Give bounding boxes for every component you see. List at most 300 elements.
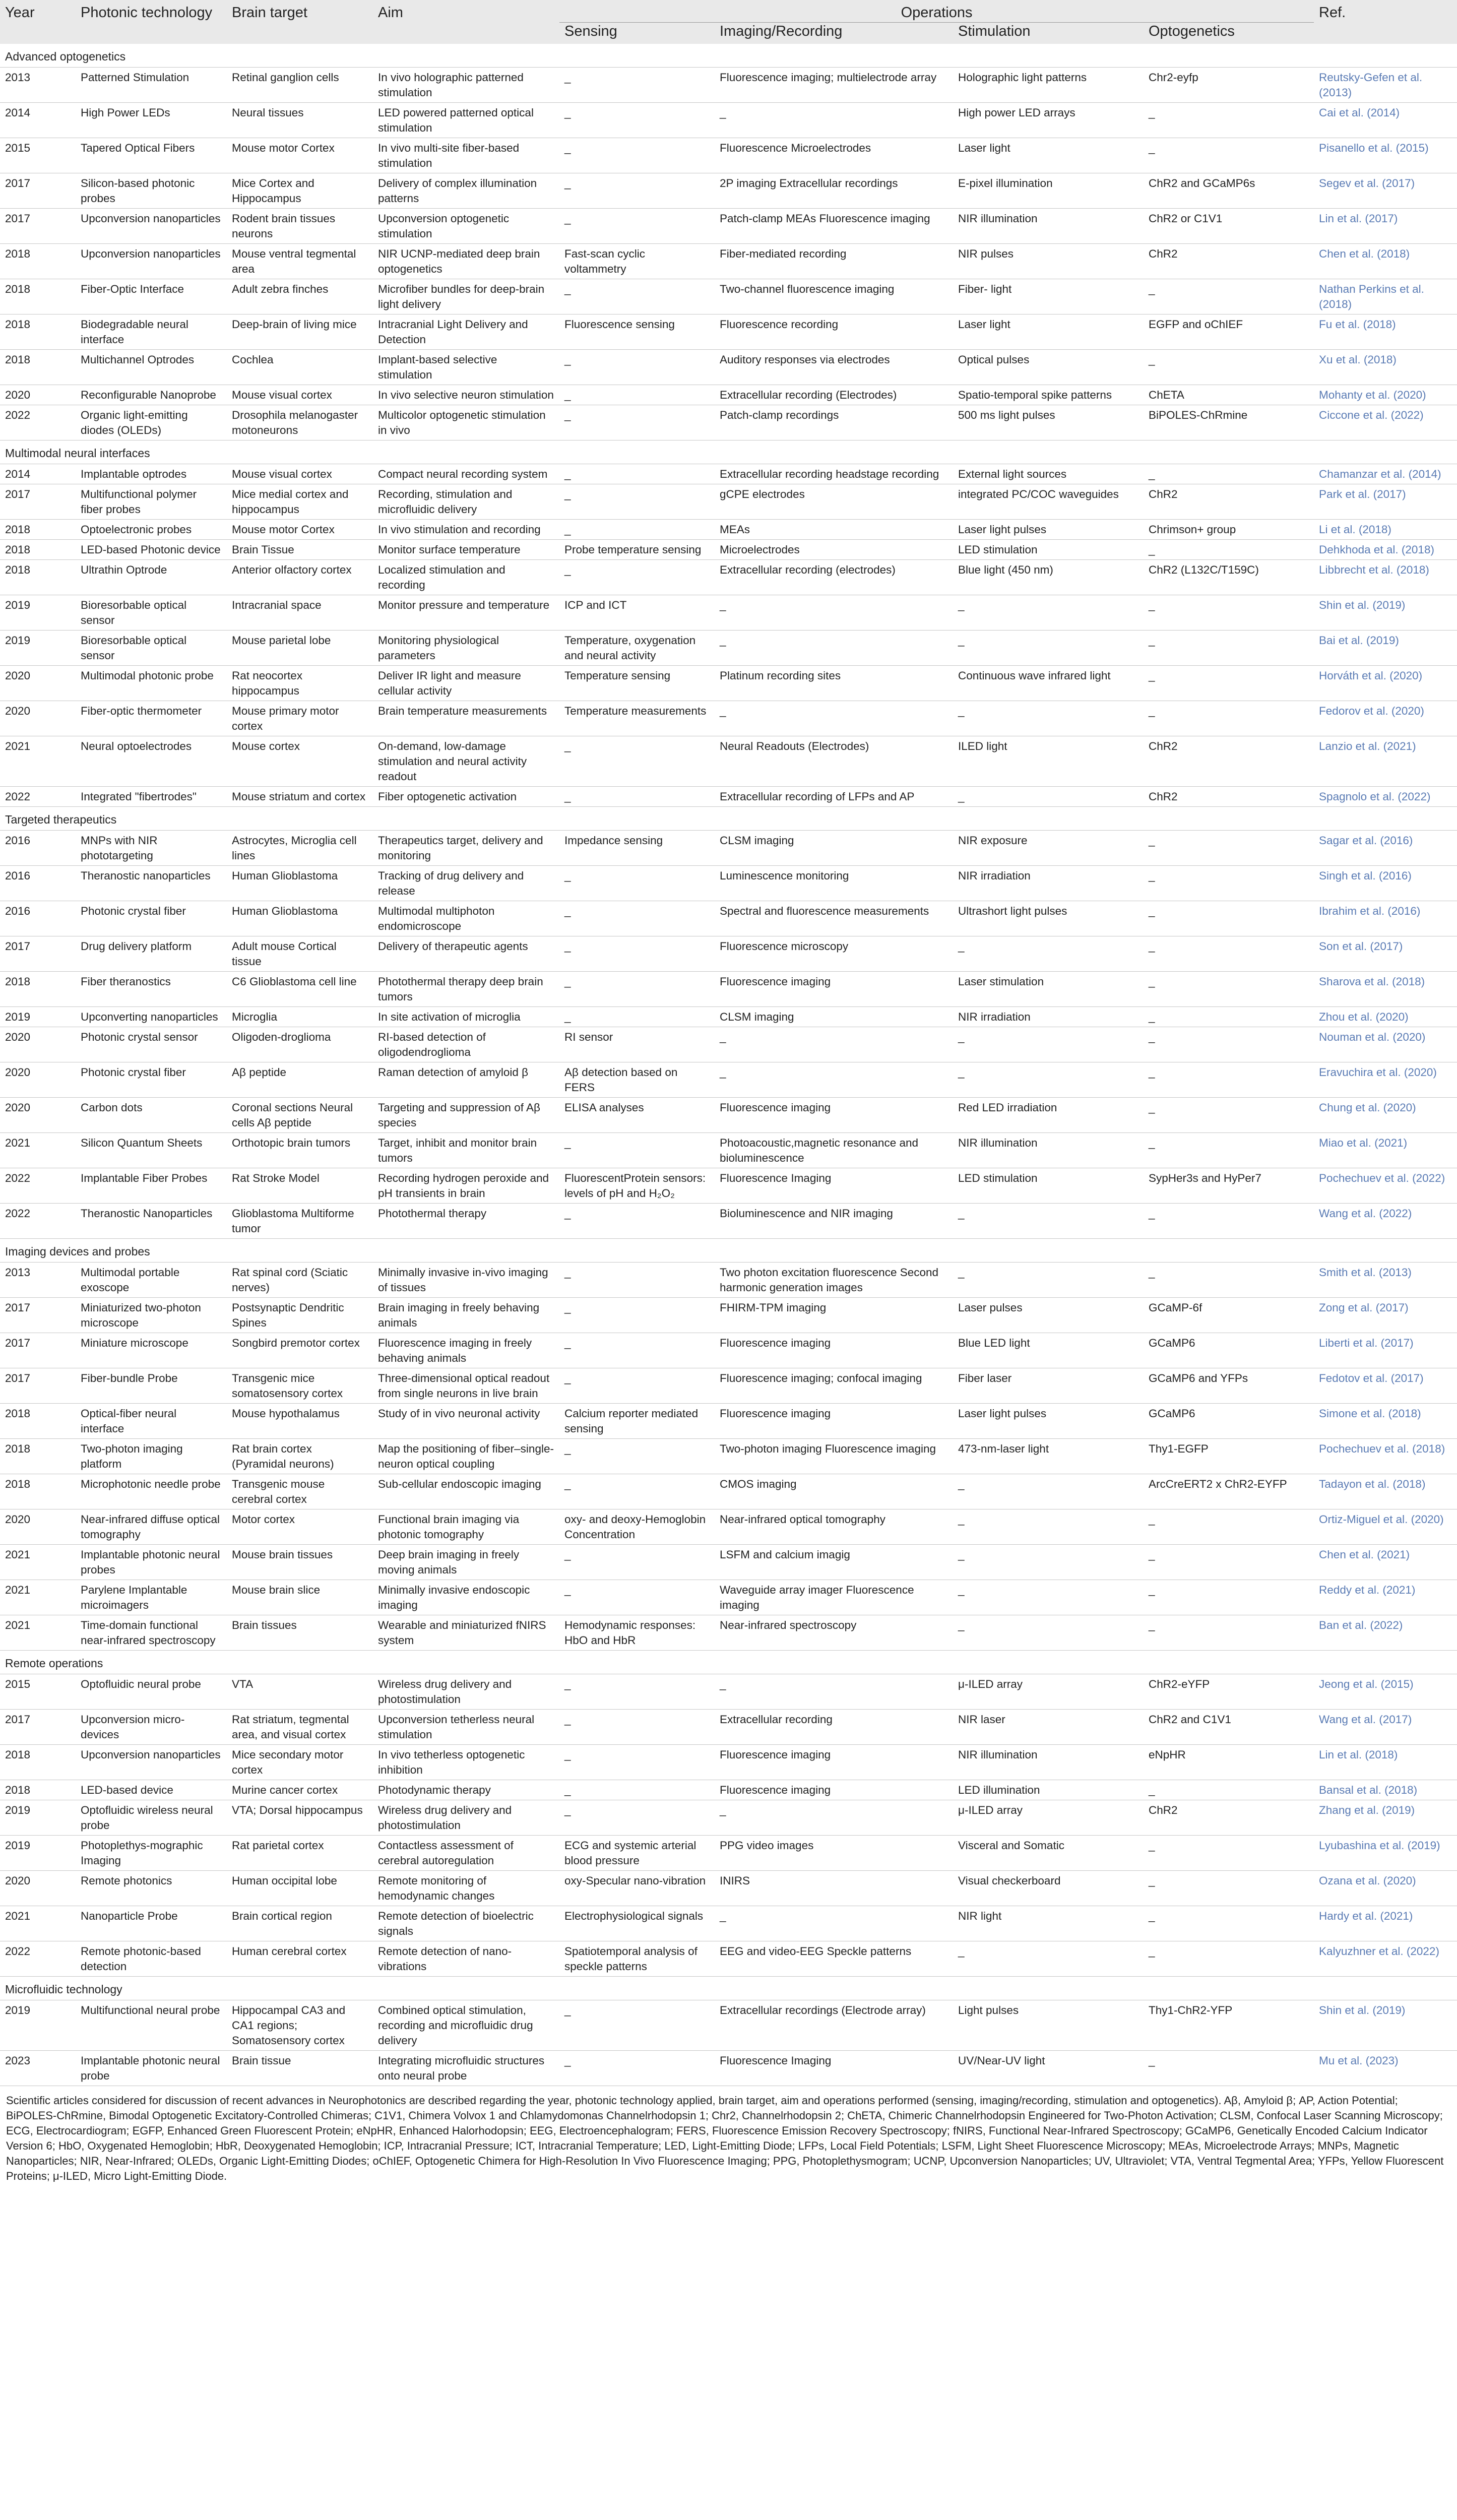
cell-ref[interactable]: Li et al. (2018) [1314,520,1457,540]
col-operations: Operations [559,0,1314,23]
cell-sensing: FluorescentProtein sensors: levels of pH and H₂O₂ [559,1168,715,1204]
cell-sensing: Fluorescence sensing [559,314,715,350]
cell-ref[interactable]: Bansal et al. (2018) [1314,1780,1457,1800]
cell-stimulation: _ [953,1580,1144,1615]
cell-target: Deep-brain of living mice [227,314,373,350]
cell-stimulation: NIR illumination [953,1745,1144,1780]
cell-aim: Implant-based selective stimulation [373,350,559,385]
cell-optogenetics: _ [1144,279,1314,314]
cell-optogenetics: _ [1144,1509,1314,1545]
cell-imaging: CLSM imaging [715,831,953,866]
cell-ref[interactable]: Chung et al. (2020) [1314,1098,1457,1133]
cell-sensing: ECG and systemic arterial blood pressure [559,1836,715,1871]
cell-stimulation: E-pixel illumination [953,173,1144,209]
cell-stimulation: NIR pulses [953,244,1144,279]
cell-stimulation: Holographic light patterns [953,68,1144,103]
cell-optogenetics: _ [1144,595,1314,631]
cell-technology: Multimodal portable exoscope [76,1263,227,1298]
cell-imaging: _ [715,631,953,666]
cell-technology: Bioresorbable optical sensor [76,595,227,631]
cell-ref[interactable]: Horváth et al. (2020) [1314,666,1457,701]
cell-stimulation: Spatio-temporal spike patterns [953,385,1144,405]
col-technology: Photonic technology [76,0,227,44]
col-stimulation: Stimulation [953,23,1144,44]
cell-year: 2020 [0,1027,76,1062]
cell-target: Oligoden-droglioma [227,1027,373,1062]
cell-technology: High Power LEDs [76,103,227,138]
cell-ref[interactable]: Eravuchira et al. (2020) [1314,1062,1457,1098]
cell-optogenetics: _ [1144,666,1314,701]
cell-ref[interactable]: Mohanty et al. (2020) [1314,385,1457,405]
cell-ref[interactable]: Spagnolo et al. (2022) [1314,787,1457,807]
cell-year: 2019 [0,1007,76,1027]
cell-optogenetics: _ [1144,1204,1314,1239]
table-row [0,831,1457,866]
cell-optogenetics: ChR2 [1144,244,1314,279]
cell-year: 2018 [0,972,76,1007]
cell-stimulation: Blue light (450 nm) [953,560,1144,595]
table-row [0,1333,1457,1368]
cell-imaging: Platinum recording sites [715,666,953,701]
cell-sensing: _ [559,1474,715,1509]
section-title: Multimodal neural interfaces [0,440,1457,464]
cell-sensing: _ [559,484,715,520]
cell-year: 2020 [0,1509,76,1545]
cell-optogenetics: _ [1144,1580,1314,1615]
cell-stimulation: μ-ILED array [953,1800,1144,1836]
col-optogenetics: Optogenetics [1144,23,1314,44]
table-row [0,936,1457,972]
cell-sensing: _ [559,1204,715,1239]
cell-year: 2018 [0,1439,76,1474]
cell-imaging: Patch-clamp MEAs Fluorescence imaging [715,209,953,244]
cell-imaging: _ [715,103,953,138]
table-row [0,1580,1457,1615]
cell-technology: Nanoparticle Probe [76,1906,227,1941]
cell-stimulation: NIR exposure [953,831,1144,866]
table-row [0,866,1457,901]
cell-aim: Monitoring physiological parameters [373,631,559,666]
cell-imaging: CMOS imaging [715,1474,953,1509]
cell-imaging: _ [715,1906,953,1941]
cell-ref[interactable]: Pisanello et al. (2015) [1314,138,1457,173]
col-aim: Aim [373,0,559,44]
cell-technology: Silicon-based photonic probes [76,173,227,209]
table-row [0,701,1457,736]
cell-aim: Remote detection of nano-vibrations [373,1941,559,1977]
table-row [0,540,1457,560]
cell-sensing: ICP and ICT [559,595,715,631]
cell-imaging: _ [715,1674,953,1710]
cell-ref[interactable]: Lanzio et al. (2021) [1314,736,1457,787]
cell-target: Mouse ventral tegmental area [227,244,373,279]
cell-ref[interactable]: Wang et al. (2022) [1314,1204,1457,1239]
cell-aim: Therapeutics target, delivery and monitoring [373,831,559,866]
cell-sensing: Temperature, oxygenation and neural activity [559,631,715,666]
cell-optogenetics: _ [1144,1941,1314,1977]
cell-optogenetics: ChR2 and GCaMP6s [1144,173,1314,209]
cell-imaging: Extracellular recording of LFPs and AP [715,787,953,807]
cell-technology: Upconversion nanoparticles [76,244,227,279]
cell-optogenetics: ChR2-eYFP [1144,1674,1314,1710]
cell-ref[interactable]: Tadayon et al. (2018) [1314,1474,1457,1509]
cell-sensing: _ [559,1710,715,1745]
cell-aim: In site activation of microglia [373,1007,559,1027]
cell-year: 2019 [0,631,76,666]
cell-sensing: _ [559,2051,715,2086]
cell-stimulation: Red LED irradiation [953,1098,1144,1133]
cell-aim: In vivo selective neuron stimulation [373,385,559,405]
cell-target: Rat Stroke Model [227,1168,373,1204]
cell-stimulation: Optical pulses [953,350,1144,385]
cell-stimulation: LED stimulation [953,540,1144,560]
table-row [0,1007,1457,1027]
cell-aim: Multicolor optogenetic stimulation in vivo [373,405,559,440]
cell-technology: Upconversion nanoparticles [76,209,227,244]
cell-sensing: oxy-Specular nano-vibration [559,1871,715,1906]
cell-sensing: _ [559,2000,715,2051]
cell-aim: Minimally invasive in-vivo imaging of tissues [373,1263,559,1298]
cell-ref[interactable]: Reutsky-Gefen et al. (2013) [1314,68,1457,103]
table-row [0,1545,1457,1580]
cell-imaging: EEG and video-EEG Speckle patterns [715,1941,953,1977]
cell-target: Rodent brain tissues neurons [227,209,373,244]
cell-ref[interactable]: Ozana et al. (2020) [1314,1871,1457,1906]
table-body [0,44,1457,2086]
cell-target: Glioblastoma Multiforme tumor [227,1204,373,1239]
cell-ref[interactable]: Shin et al. (2019) [1314,2000,1457,2051]
cell-imaging: Luminescence monitoring [715,866,953,901]
section-title: Remote operations [0,1651,1457,1674]
col-target: Brain target [227,0,373,44]
cell-technology: Tapered Optical Fibers [76,138,227,173]
cell-stimulation: _ [953,936,1144,972]
cell-target: Mice Cortex and Hippocampus [227,173,373,209]
cell-imaging: Waveguide array imager Fluorescence imaging [715,1580,953,1615]
cell-stimulation: _ [953,1941,1144,1977]
cell-technology: Microphotonic needle probe [76,1474,227,1509]
cell-aim: Deliver IR light and measure cellular activity [373,666,559,701]
section-title: Imaging devices and probes [0,1239,1457,1263]
cell-stimulation: 473-nm-laser light [953,1439,1144,1474]
cell-stimulation: NIR laser [953,1710,1144,1745]
cell-ref[interactable]: Bai et al. (2019) [1314,631,1457,666]
cell-stimulation: NIR illumination [953,1133,1144,1168]
cell-ref[interactable]: Zong et al. (2017) [1314,1298,1457,1333]
cell-year: 2018 [0,314,76,350]
cell-sensing: _ [559,787,715,807]
cell-imaging: Spectral and fluorescence measurements [715,901,953,936]
cell-imaging: Fiber-mediated recording [715,244,953,279]
cell-sensing: _ [559,385,715,405]
cell-optogenetics: _ [1144,701,1314,736]
cell-stimulation: _ [953,701,1144,736]
cell-year: 2022 [0,1204,76,1239]
cell-ref[interactable]: Simone et al. (2018) [1314,1404,1457,1439]
cell-sensing: _ [559,866,715,901]
cell-ref[interactable]: Sharova et al. (2018) [1314,972,1457,1007]
cell-imaging: Fluorescence imaging [715,1098,953,1133]
cell-technology: Optical-fiber neural interface [76,1404,227,1439]
cell-target: Coronal sections Neural cells Aβ peptide [227,1098,373,1133]
cell-target: Rat parietal cortex [227,1836,373,1871]
cell-target: Brain tissue [227,2051,373,2086]
cell-ref[interactable]: Hardy et al. (2021) [1314,1906,1457,1941]
cell-stimulation: LED stimulation [953,1168,1144,1204]
cell-technology: Optoelectronic probes [76,520,227,540]
cell-sensing: _ [559,1745,715,1780]
cell-technology: Patterned Stimulation [76,68,227,103]
cell-imaging: _ [715,1027,953,1062]
cell-target: Transgenic mice somatosensory cortex [227,1368,373,1404]
cell-aim: LED powered patterned optical stimulation [373,103,559,138]
cell-stimulation: _ [953,1615,1144,1651]
cell-year: 2015 [0,138,76,173]
cell-ref[interactable]: Shin et al. (2019) [1314,595,1457,631]
cell-optogenetics: Chr2-eyfp [1144,68,1314,103]
cell-ref[interactable]: Segev et al. (2017) [1314,173,1457,209]
table-row [0,1298,1457,1333]
cell-year: 2023 [0,2051,76,2086]
cell-stimulation: _ [953,1474,1144,1509]
table-row [0,666,1457,701]
cell-target: Mouse primary motor cortex [227,701,373,736]
cell-optogenetics: GCaMP6 [1144,1333,1314,1368]
cell-ref[interactable]: Fedorov et al. (2020) [1314,701,1457,736]
cell-ref[interactable]: Chen et al. (2021) [1314,1545,1457,1580]
cell-year: 2016 [0,901,76,936]
cell-sensing: _ [559,1545,715,1580]
cell-imaging: INIRS [715,1871,953,1906]
table-row [0,1062,1457,1098]
table-row [0,1941,1457,1977]
cell-ref[interactable]: Reddy et al. (2021) [1314,1580,1457,1615]
cell-aim: Deep brain imaging in freely moving animals [373,1545,559,1580]
cell-imaging: MEAs [715,520,953,540]
cell-sensing: _ [559,405,715,440]
cell-ref[interactable]: Xu et al. (2018) [1314,350,1457,385]
cell-ref[interactable]: Cai et al. (2014) [1314,103,1457,138]
cell-sensing: _ [559,901,715,936]
cell-ref[interactable]: Son et al. (2017) [1314,936,1457,972]
table-row [0,173,1457,209]
table-row [0,736,1457,787]
cell-ref[interactable]: Zhang et al. (2019) [1314,1800,1457,1836]
cell-optogenetics: GCaMP6 [1144,1404,1314,1439]
cell-year: 2018 [0,350,76,385]
cell-ref[interactable]: Nathan Perkins et al. (2018) [1314,279,1457,314]
cell-sensing: Fast-scan cyclic voltammetry [559,244,715,279]
cell-year: 2020 [0,701,76,736]
cell-target: Intracranial space [227,595,373,631]
col-imaging: Imaging/Recording [715,23,953,44]
cell-technology: LED-based device [76,1780,227,1800]
cell-ref[interactable]: Mu et al. (2023) [1314,2051,1457,2086]
cell-year: 2019 [0,1836,76,1871]
cell-technology: Multichannel Optrodes [76,350,227,385]
cell-ref[interactable]: Fedotov et al. (2017) [1314,1368,1457,1404]
cell-ref[interactable]: Chen et al. (2018) [1314,244,1457,279]
cell-target: Human Glioblastoma [227,901,373,936]
cell-ref[interactable]: Wang et al. (2017) [1314,1710,1457,1745]
cell-sensing: _ [559,1007,715,1027]
cell-sensing: _ [559,1263,715,1298]
cell-optogenetics: _ [1144,1836,1314,1871]
cell-optogenetics: _ [1144,540,1314,560]
cell-ref[interactable]: Lin et al. (2017) [1314,209,1457,244]
cell-technology: Upconverting nanoparticles [76,1007,227,1027]
cell-ref[interactable]: Jeong et al. (2015) [1314,1674,1457,1710]
cell-year: 2014 [0,464,76,484]
table-row [0,484,1457,520]
cell-ref[interactable]: Park et al. (2017) [1314,484,1457,520]
cell-aim: In vivo multi-site fiber-based stimulation [373,138,559,173]
table-row [0,1710,1457,1745]
cell-ref[interactable]: Ibrahim et al. (2016) [1314,901,1457,936]
cell-imaging: gCPE electrodes [715,484,953,520]
section-title: Microfluidic technology [0,1977,1457,2000]
table-row [0,385,1457,405]
cell-ref[interactable]: Lin et al. (2018) [1314,1745,1457,1780]
cell-optogenetics: _ [1144,2051,1314,2086]
cell-target: Drosophila melanogaster motoneurons [227,405,373,440]
cell-optogenetics: ChR2 [1144,736,1314,787]
cell-target: Microglia [227,1007,373,1027]
section-header [0,440,1457,464]
cell-technology: Implantable Fiber Probes [76,1168,227,1204]
cell-ref[interactable]: Lyubashina et al. (2019) [1314,1836,1457,1871]
cell-ref[interactable]: Dehkhoda et al. (2018) [1314,540,1457,560]
cell-optogenetics: GCaMP6 and YFPs [1144,1368,1314,1404]
cell-ref[interactable]: Nouman et al. (2020) [1314,1027,1457,1062]
cell-year: 2018 [0,520,76,540]
cell-technology: MNPs with NIR phototargeting [76,831,227,866]
cell-target: Mice medial cortex and hippocampus [227,484,373,520]
cell-sensing: _ [559,1298,715,1333]
table-row [0,1439,1457,1474]
cell-stimulation: Fiber laser [953,1368,1144,1404]
cell-aim: Fiber optogenetic activation [373,787,559,807]
cell-aim: Contactless assessment of cerebral autoregulation [373,1836,559,1871]
cell-year: 2018 [0,560,76,595]
cell-year: 2021 [0,1906,76,1941]
cell-ref[interactable]: Pochechuev et al. (2022) [1314,1168,1457,1204]
cell-ref[interactable]: Chamanzar et al. (2014) [1314,464,1457,484]
cell-target: Mouse visual cortex [227,385,373,405]
table-row [0,1474,1457,1509]
cell-target: Adult mouse Cortical tissue [227,936,373,972]
cell-sensing: Temperature sensing [559,666,715,701]
cell-optogenetics: ChR2 [1144,787,1314,807]
cell-sensing: _ [559,138,715,173]
table-footnote: Scientific articles considered for discussion of recent advances in Neurophotonics are described regarding the year, photonic technology applied, brain target, aim and operations performed (sensing, imaging/recording, stimulation and optogenetics). Aβ, Amyloid β; AP, Action Potential; BiPOLES-ChRmine, Bimodal Optogenetic Excitatory-Controlled Chimeras; C1V1, Chimera Volvox 1 and Chlamydomonas Channelrhodopsin 1; Chr2, Channelrhodopsin 2; ChETA, Chimeric Channelrhodopsin Engineered for Two-Photon Activation; CLSM, Confocal Laser Scanning Microscopy; ECG, Electrocardiogram; EGFP, Enhanced Green Fluorescent Protein; eNpHR, Enhanced Halorhodopsin; EEG, Electroencephalogram; FERS, Fluorescence Emission Recovery Spectroscopy; fNIRS, Functional Near-Infrared Spectroscopy; GCaMP6, Genetically Encoded Calcium Indicator Version 6; HbO, Oxygenated Hemoglobin; HbR, Deoxygenated Hemoglobin; ICP, Intracranial Pressure; ICT, Intracranial Temperature; LED, Light-Emitting Diode; LFPs, Local Field Potentials; LSFM, Light Sheet Fluorescence Microscopy; MEAs, Microelectrode Arrays; MNPs, Magnetic Nanoparticles; NIR, Near-Infrared; OLEDs, Organic Light-Emitting Diodes; oChIEF, Optogenetic Chimera for High-Resolution In Vivo Fluorescence Imaging; PPG, Photoplethysmogram; UCNP, Upconversion Nanoparticles; UV, Ultraviolet; VTA, Ventral Tegmental Area; YFPs, Yellow Fluorescent Proteins; μ-ILED, Micro Light-Emitting Diode. [6,2094,1444,2182]
cell-target: Mouse parietal lobe [227,631,373,666]
cell-technology: Fiber-bundle Probe [76,1368,227,1404]
cell-sensing: _ [559,936,715,972]
cell-target: Rat neocortex hippocampus [227,666,373,701]
cell-aim: Photothermal therapy deep brain tumors [373,972,559,1007]
table-row [0,1204,1457,1239]
col-sensing: Sensing [559,23,715,44]
cell-target: Mice secondary motor cortex [227,1745,373,1780]
cell-ref[interactable]: Miao et al. (2021) [1314,1133,1457,1168]
cell-technology: LED-based Photonic device [76,540,227,560]
cell-year: 2018 [0,244,76,279]
cell-ref[interactable]: Ciccone et al. (2022) [1314,405,1457,440]
cell-stimulation: ILED light [953,736,1144,787]
cell-technology: Biodegradable neural interface [76,314,227,350]
cell-stimulation: Laser light pulses [953,1404,1144,1439]
cell-stimulation: Blue LED light [953,1333,1144,1368]
cell-stimulation: NIR irradiation [953,866,1144,901]
cell-year: 2018 [0,1474,76,1509]
cell-optogenetics: _ [1144,901,1314,936]
cell-aim: RI-based detection of oligodendroglioma [373,1027,559,1062]
cell-imaging: _ [715,595,953,631]
cell-ref[interactable]: Pochechuev et al. (2018) [1314,1439,1457,1474]
cell-year: 2017 [0,1710,76,1745]
cell-sensing: Impedance sensing [559,831,715,866]
cell-optogenetics: ChR2 and C1V1 [1144,1710,1314,1745]
cell-target: Anterior olfactory cortex [227,560,373,595]
cell-stimulation: Laser light [953,314,1144,350]
cell-optogenetics: _ [1144,936,1314,972]
cell-aim: Delivery of complex illumination patterns [373,173,559,209]
cell-ref[interactable]: Liberti et al. (2017) [1314,1333,1457,1368]
cell-ref[interactable]: Singh et al. (2016) [1314,866,1457,901]
cell-ref[interactable]: Smith et al. (2013) [1314,1263,1457,1298]
cell-ref[interactable]: Fu et al. (2018) [1314,314,1457,350]
cell-technology: Upconversion nanoparticles [76,1745,227,1780]
cell-technology: Multifunctional neural probe [76,2000,227,2051]
cell-stimulation: Ultrashort light pulses [953,901,1144,936]
cell-aim: Remote monitoring of hemodynamic changes [373,1871,559,1906]
cell-aim: Brain temperature measurements [373,701,559,736]
cell-aim: In vivo stimulation and recording [373,520,559,540]
cell-year: 2020 [0,1062,76,1098]
cell-year: 2022 [0,1168,76,1204]
cell-sensing: oxy- and deoxy-Hemoglobin Concentration [559,1509,715,1545]
cell-ref[interactable]: Kalyuzhner et al. (2022) [1314,1941,1457,1977]
cell-ref[interactable]: Libbrecht et al. (2018) [1314,560,1457,595]
cell-optogenetics: _ [1144,1545,1314,1580]
cell-imaging: Fluorescence imaging [715,1404,953,1439]
cell-ref[interactable]: Ban et al. (2022) [1314,1615,1457,1651]
cell-ref[interactable]: Ortiz-Miguel et al. (2020) [1314,1509,1457,1545]
cell-optogenetics: Thy1-EGFP [1144,1439,1314,1474]
cell-stimulation: _ [953,595,1144,631]
cell-aim: Fluorescence imaging in freely behaving animals [373,1333,559,1368]
cell-technology: Carbon dots [76,1098,227,1133]
cell-target: Transgenic mouse cerebral cortex [227,1474,373,1509]
table-row [0,1368,1457,1404]
table-row [0,1615,1457,1651]
cell-aim: Wireless drug delivery and photostimulation [373,1674,559,1710]
cell-aim: Targeting and suppression of Aβ species [373,1098,559,1133]
cell-year: 2013 [0,68,76,103]
cell-optogenetics: _ [1144,1098,1314,1133]
cell-target: Retinal ganglion cells [227,68,373,103]
cell-ref[interactable]: Zhou et al. (2020) [1314,1007,1457,1027]
cell-imaging: Fluorescence imaging; multielectrode array [715,68,953,103]
cell-technology: Near-infrared diffuse optical tomography [76,1509,227,1545]
cell-aim: NIR UCNP-mediated deep brain optogenetics [373,244,559,279]
table-row [0,1133,1457,1168]
cell-sensing: _ [559,736,715,787]
cell-ref[interactable]: Sagar et al. (2016) [1314,831,1457,866]
cell-imaging: Photoacoustic,magnetic resonance and bioluminescence [715,1133,953,1168]
cell-sensing: _ [559,1368,715,1404]
